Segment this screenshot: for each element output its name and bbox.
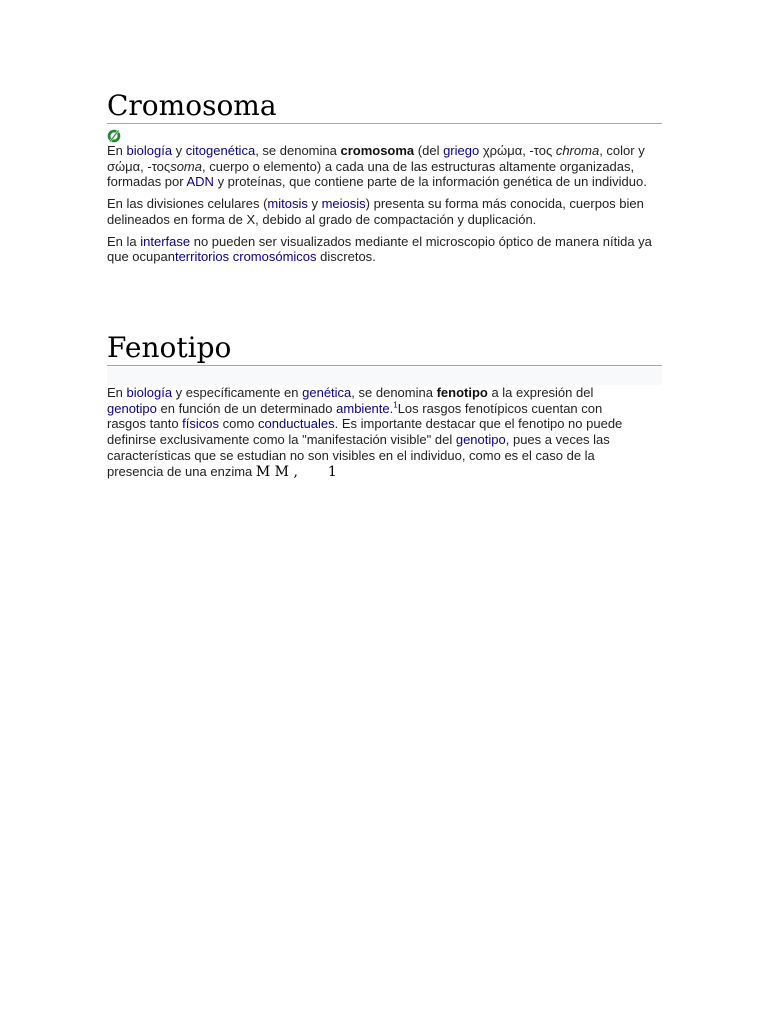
paragraph-intro — [107, 143, 662, 190]
term-cromosoma: cromosoma — [340, 143, 415, 158]
paragraph-divisiones — [107, 196, 662, 227]
paragraph-fenotipo — [107, 385, 632, 480]
page-title-cromosoma: Cromosoma — [107, 89, 662, 124]
text: y — [307, 196, 322, 212]
link-biologia[interactable]: biología — [126, 385, 173, 400]
text: , se denomina — [351, 385, 437, 400]
link-genetica[interactable]: genética — [302, 385, 352, 400]
link-territorios-cromosomicos[interactable]: territorios cromosómicos — [174, 249, 317, 265]
page-title-fenotipo: Fenotipo — [107, 331, 662, 366]
link-adn[interactable]: ADN — [186, 174, 214, 190]
section-fenotipo — [107, 331, 662, 486]
text: . — [389, 400, 394, 416]
text: En la — [107, 233, 141, 249]
text: , color y σώμα, -τος — [107, 143, 645, 174]
section-cromosoma — [107, 89, 662, 271]
math-formula-number: 1 — [327, 463, 337, 480]
link-mitosis[interactable]: mitosis — [267, 196, 308, 212]
text: en función de un determinado — [156, 400, 337, 416]
featured-article-icon[interactable] — [107, 129, 121, 143]
term-fenotipo: fenotipo — [436, 385, 488, 400]
text: , se denomina — [255, 143, 341, 158]
text: , pues a veces las características que se estudian no son visibles en el individuo, como es el caso de la presencia de una enzima — [107, 432, 610, 479]
link-genotipo[interactable]: genotipo — [107, 400, 157, 416]
text: y proteínas, que contiene parte de la información genética de un individuo. — [213, 174, 647, 190]
term-chroma: chroma — [555, 143, 600, 158]
text: , cuerpo o elemento) a cada una de las estructuras altamente organizadas, formadas por — [107, 158, 635, 190]
text: a la expresión del — [487, 385, 594, 400]
infobox-placeholder — [107, 367, 662, 385]
paragraph-interfase — [107, 234, 662, 265]
text: no pueden ser visualizados mediante el microscopio óptico de manera nítida ya que ocupan — [107, 233, 652, 265]
text: y específicamente en — [172, 385, 303, 400]
link-conductuales[interactable]: conductuales — [258, 416, 335, 432]
text: Los rasgos fenotípicos cuentan con rasgos tanto — [107, 400, 603, 432]
reference-1[interactable]: 1 — [393, 400, 398, 410]
link-griego[interactable]: griego — [443, 143, 480, 158]
text: χρώμα, -τος — [479, 143, 556, 158]
text: ) presenta su forma más conocida, cuerpos bien delineados en forma de X, debido al grado de compactación y duplicación. — [107, 196, 644, 227]
term-soma: soma — [170, 158, 202, 174]
link-genotipo-2[interactable]: genotipo — [455, 432, 506, 448]
text: En — [107, 385, 127, 400]
link-ambiente[interactable]: ambiente — [336, 400, 390, 416]
link-interfase[interactable]: interfase — [140, 233, 191, 249]
text: En — [107, 143, 127, 158]
text: discretos. — [316, 249, 376, 265]
text: como — [219, 416, 259, 432]
text: y — [172, 143, 186, 158]
link-biologia[interactable]: biología — [126, 143, 173, 158]
link-citogenetica[interactable]: citogenética — [185, 143, 256, 158]
text: (del — [414, 143, 444, 158]
link-fisicos[interactable]: físicos — [182, 416, 219, 432]
text: . Es importante destacar que el fenotipo no puede definirse exclusivamente como la "manifestación visible" del — [107, 416, 623, 448]
link-meiosis[interactable]: meiosis — [321, 196, 366, 212]
text: En las divisiones celulares ( — [107, 196, 268, 212]
math-formula: M M , — [255, 463, 298, 480]
